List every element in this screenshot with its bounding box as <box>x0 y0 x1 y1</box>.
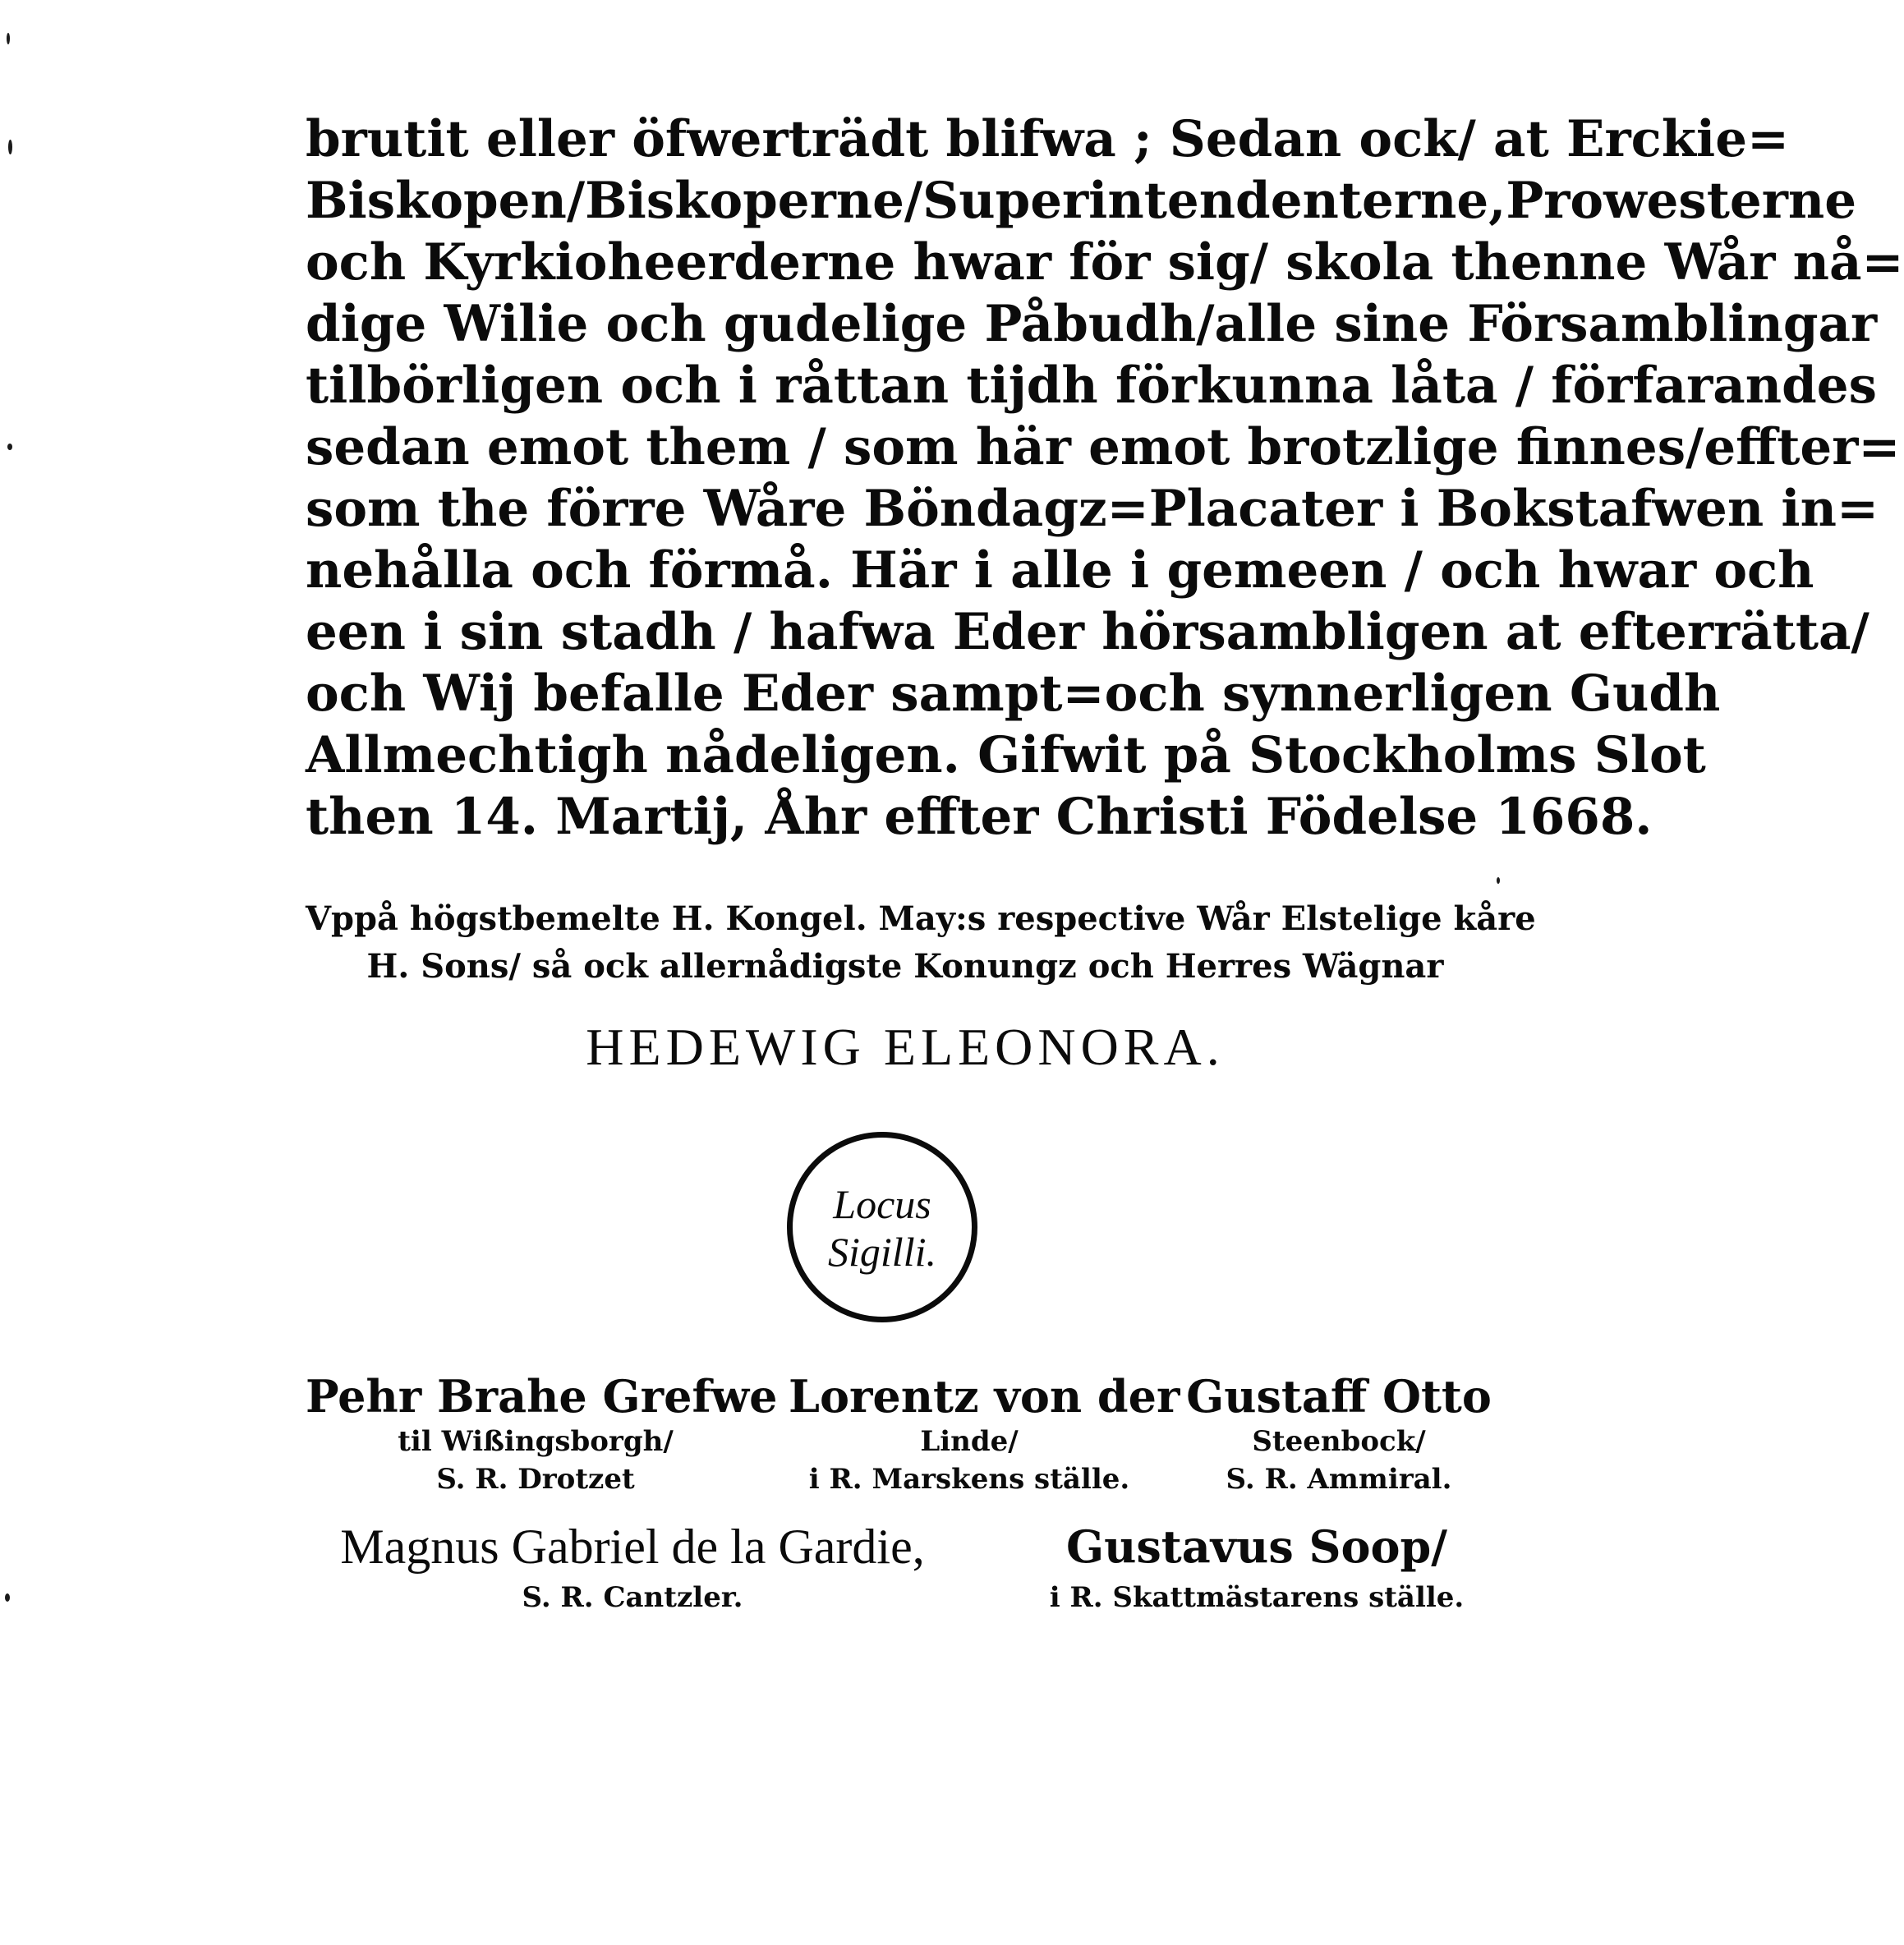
text-line: Allmechtigh nådeligen. Gifwit på Stockholms Slot <box>306 726 1706 784</box>
text-line: som the förre Wåre Böndagz=Placater i Bokstafwen in= <box>306 480 1879 538</box>
signatory-office: S. R. Drotzet <box>436 1463 635 1496</box>
text-line-date: then 14. Martij, Åhr effter Christi Födelse 1668. <box>306 788 1653 846</box>
scan-speck <box>7 444 12 450</box>
text-line: brutit eller öfwerträdt blifwa ; Sedan ock/ at Erckie= <box>306 110 1790 168</box>
signatory-title: Linde/ <box>920 1425 1019 1458</box>
signatory-title: til Wißingsborgh/ <box>398 1425 674 1458</box>
scan-speck <box>7 33 10 44</box>
seal-line-2: Sigilli. <box>828 1229 936 1275</box>
text-line: sedan emot them / som här emot brotzlige finnes/effter= <box>306 418 1901 476</box>
signatory-linde <box>789 1370 1180 1498</box>
text-line: och Kyrkioheerderne hwar för sig/ skola thenne Wår nå= <box>306 233 1904 292</box>
signatory-name: Pehr Brahe Grefwe <box>306 1370 778 1423</box>
signatory-office: i R. Skattmästarens ställe. <box>1049 1581 1465 1614</box>
seal-circle <box>787 1132 977 1322</box>
ordinance-text <box>306 108 1904 848</box>
signatory-title: Steenbock/ <box>1252 1425 1426 1458</box>
regency-clause-line-2: H. Sons/ så ock allernådigste Konungz och Herres Wägnar <box>366 947 1444 986</box>
text-line: och Wij befalle Eder sampt=och synnerligen Gudh <box>306 664 1721 723</box>
seal-text <box>793 1180 972 1276</box>
regency-clause-line-1: Vppå högstbemelte H. Kongel. May:s respective Wår Elstelige kåre <box>306 899 1536 938</box>
signatory-de-la-gardie <box>304 1520 961 1616</box>
text-line: tilbörligen och i råttan tijdh förkunna låta / förfarandes <box>306 356 1877 415</box>
signatory-name: Magnus Gabriel de la Gardie, <box>340 1520 925 1574</box>
signatory-name: Gustavus Soop/ <box>1065 1520 1448 1573</box>
signatory-office: i R. Marskens ställe. <box>808 1463 1130 1496</box>
regency-clause <box>306 895 1536 991</box>
seal-line-1: Locus <box>833 1181 931 1227</box>
signatory-office: S. R. Cantzler. <box>522 1581 743 1614</box>
signatory-name: Lorentz von der <box>789 1370 1180 1423</box>
signatory-soop <box>1027 1520 1487 1616</box>
scan-speck <box>8 140 12 154</box>
signatory-name: Gustaff Otto <box>1186 1370 1492 1423</box>
regent-signature: HEDEWIG ELEONORA. <box>586 1018 1225 1076</box>
text-line: nehålla och förmå. Här i alle i gemeen / och hwar och <box>306 541 1814 600</box>
signatory-brahe <box>306 1370 778 1498</box>
scan-speck <box>5 1593 10 1602</box>
text-line: Biskopen/Biskoperne/Superintendenterne,Prowesterne <box>306 172 1857 230</box>
scan-speck <box>1497 877 1500 884</box>
signatory-steenbock <box>1150 1370 1528 1498</box>
text-line: een i sin stadh / hafwa Eder hörsambligen at efterrätta/ <box>306 603 1870 661</box>
text-line: dige Wilie och gudelige Påbudh/alle sine Församblingar <box>306 295 1878 353</box>
signatory-office: S. R. Ammiral. <box>1226 1463 1452 1496</box>
